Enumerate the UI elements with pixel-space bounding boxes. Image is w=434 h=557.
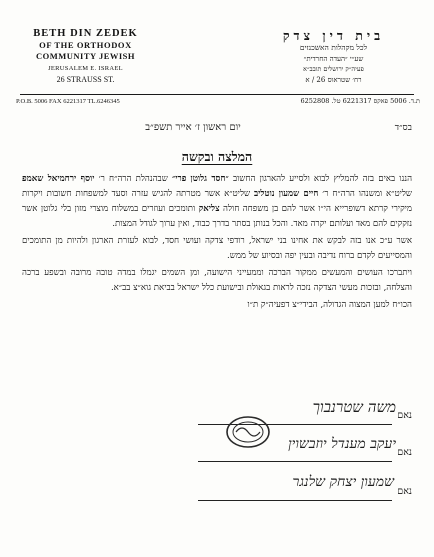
letterhead-he-line4: פעיה״ק ירושלים תובב״א [303, 65, 364, 73]
signature-label-2: נאם [397, 447, 412, 458]
signature-3: שמעון יצחק שלנגר [292, 474, 394, 490]
letterhead-hebrew [251, 28, 420, 105]
header-divider [20, 94, 414, 95]
p1-intro: הננו באים בזה להמליץ לבוא ולסייע להארגון החשוב [232, 174, 413, 184]
document-title-text: המלצה ובקשה [181, 149, 253, 164]
director-name: יוסף ירחמיאל שאמפ [22, 174, 95, 184]
paragraph-3: ויתברכו העושים והמעשים ממקור הברכה וממעייני הישועה, ומן השמים יגמלו במדה טובה מרובה ובשפע ברכה והצלחה, ובזכות מעשי הצדקה נזכה לראות בגאולת ובישועת כלל ישראל בביאת גוא״צ בב״א. [22, 268, 412, 293]
signature-label-3: נאם [397, 486, 412, 497]
letterhead-he-line5: רח׳ שטראוס 26 / א [305, 75, 362, 84]
document-title [0, 149, 434, 165]
letterhead-he-line2: לכל מקהלות האשכנזים [299, 43, 368, 52]
p1-support: ותומכים ועוזרים במשלוח מוצרי מזון בלי גלוטן אשר נזקקים להם מאד ועלותם יקרה מאד. והכל בנותן בסתר בדרך כבוד, ואין ערוך לגודל המצות. [22, 204, 412, 229]
p1-deputy: שליט״א ומשנהו הרה״ח ר׳ [322, 189, 412, 199]
p1-management: שבהנהלת הרה״ח ר׳ [98, 174, 168, 184]
letterhead-en-line1: BETH DIN ZEDEK [33, 28, 138, 39]
p1-purpose: שליט״א אשר מטרתה להגיש עזרה וסעד למשפחות חשובות ויקרות מיקירי קרתא דשופרייא הי״ו אשר להם בן משפחה חולה [22, 189, 413, 214]
deputy-name: חיים שמעון נוטליב [253, 189, 319, 199]
bsd-heading: בס״ד [394, 123, 412, 133]
letterhead-en-contact: P.O.B. 5006 FAX 6221317 TL.6246345 [16, 98, 120, 105]
signature-line-2 [198, 461, 392, 462]
paragraph-1 [22, 172, 412, 232]
signature-label-1: נאם [397, 410, 412, 421]
organization-name: ״חסד גלוטן [190, 174, 229, 184]
letterhead-en-line4: JERUSALEM E. ISRAEL [48, 64, 123, 72]
organization-name-end: פרי״ [171, 174, 187, 184]
letterhead-he-line3: שע״י ״העדה החרדית״ [303, 54, 364, 63]
letter-body [22, 172, 412, 315]
letterhead-en-line3: COMMUNITY JEWISH [35, 51, 136, 61]
signature-row-3 [392, 486, 412, 497]
signature-2: יעקב מענדל יוזבשוין [288, 436, 396, 452]
letterhead-he-line1: בית דין צדק [282, 28, 385, 43]
signature-line-3 [198, 500, 392, 501]
letterhead-en-line5: 26 STRAUSS ST. [56, 75, 115, 84]
signature-1: משה שטרנבוך [312, 398, 396, 416]
letterhead-en-line2: OF THE ORTHODOX [39, 39, 132, 50]
letter-date: יום ראשון ז׳ אייר תשפ״ב [145, 122, 241, 133]
paragraph-2: אשר ע״כ אנו בזה לבקש את אחינו בני ישראל, רודפי צדקה ועושי חסד, לבוא לעזרת הארגון ולהיות מן התומכים והמסייעים לקדם ברוח נדיבה ובעין יפה ובסיוע של ממש. [22, 236, 412, 261]
letterhead-he-contact: ת.ד. 5006 פאקס 6221317 טל. 6252808 [300, 97, 420, 105]
condition-name: צליאק [198, 204, 220, 214]
paragraph-4: הכו״ח למען המצוה הגדולה, הבידי״צ דפעיה״ק ת״ו [247, 300, 412, 310]
letterhead-english [16, 28, 153, 105]
